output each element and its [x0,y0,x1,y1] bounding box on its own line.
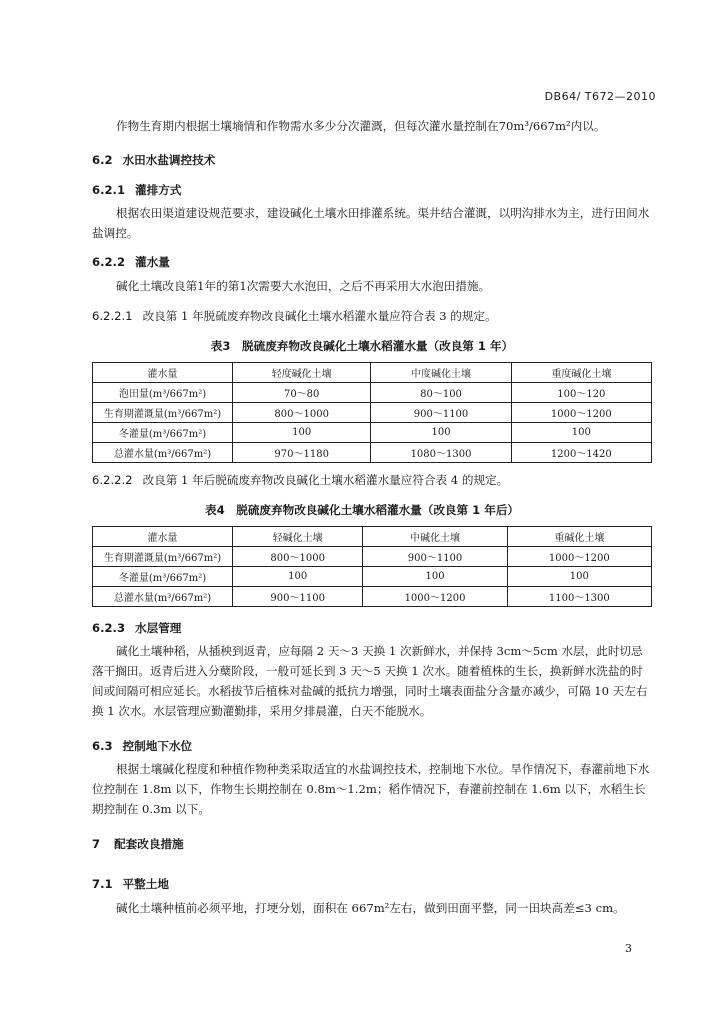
table-cell: 1000～1200 [507,547,651,567]
table-cell: 800～1000 [233,403,371,423]
clause-text: 改良第 1 年脱硫废弃物改良碱化土壤水稻灌水量应符合表 3 的规定。 [142,309,497,323]
table-row [93,403,652,423]
section-title: 水层管理 [135,621,182,635]
clause-number: 6.2.2.1 [92,309,133,323]
standard-code: DB64/ T672—2010 [544,90,656,103]
table-cell: 1000～1200 [511,403,651,423]
table-cell: 900～1100 [371,403,511,423]
table4-caption: 表4 脱硫废弃物改良碱化土壤水稻灌水量（改良第 1 年后） [204,503,520,517]
section-number: 7 [92,837,101,851]
table-header-cell: 重度碱化土壤 [511,363,651,383]
section-number: 6.3 [92,739,113,753]
table-cell: 800～1000 [233,547,363,567]
clause-text: 改良第 1 年后脱硫废弃物改良碱化土壤水稻灌水量应符合表 4 的规定。 [142,473,509,487]
table-cell: 100～120 [511,383,651,403]
table-row [93,547,652,567]
table-header-row [93,363,652,383]
table4 [92,526,652,607]
section-title: 水田水盐调控技术 [122,153,216,167]
paragraph-6-2-2: 碱化土壤改良第1年的第1次需要大水泡田，之后不再采用大水泡田措施。 [116,279,491,293]
section-title: 灌排方式 [135,183,182,197]
table-header-cell: 重碱化土壤 [507,527,651,547]
table-header-cell: 中度碱化土壤 [371,363,511,383]
section-number: 6.2.2 [92,255,126,269]
clause-6-2-2-2 [92,470,652,490]
section-title: 控制地下水位 [122,739,193,753]
section-6-2-3-heading [92,620,181,636]
section-number: 6.2.1 [92,183,126,197]
table-cell: 100 [363,567,507,587]
table-row [93,587,652,607]
table-cell: 900～1100 [363,547,507,567]
section-number: 6.2 [92,153,113,167]
intro-paragraph: 作物生育期内根据土壤墒情和作物需水多少分次灌溉，但每次灌水量控制在70m³/667m²内以。 [116,119,606,133]
section-6-2-heading [92,152,215,168]
table-header-cell: 灌水量 [93,363,233,383]
table-cell: 80～100 [371,383,511,403]
clause-number: 6.2.2.2 [92,473,133,487]
table-cell: 总灌水量(m³/667m²) [93,443,233,463]
table-cell: 100 [507,567,651,587]
clause-6-2-2-1 [92,306,652,326]
table-row [93,383,652,403]
table-cell: 冬灌量(m³/667m²) [93,567,233,587]
table-header-cell: 中碱化土壤 [363,527,507,547]
table-cell: 970～1180 [233,443,371,463]
table-row [93,567,652,587]
table-row [93,423,652,443]
table-cell: 70～80 [233,383,371,403]
section-title: 平整土地 [122,877,169,891]
paragraph-6-3: 根据土壤碱化程度和种植作物种类采取适宜的水盐调控技术，控制地下水位。旱作情况下，春灌前地下水位控制在 1.8m 以下，作物生长期控制在 0.8m～1.2m；稻作情况下，春灌前控制在 1.6m 以下，水稻生长期控制在 0.3m 以下。 [92,762,650,816]
table-cell: 100 [511,423,651,443]
table-cell: 冬灌量(m³/667m²) [93,423,233,443]
page-number: 3 [625,942,632,955]
paragraph-6-2-1: 根据农田渠道建设规范要求，建设碱化土壤水田排灌系统。渠井结合灌溉，以明沟排水为主，进行田间水盐调控。 [92,206,650,240]
section-number: 6.2.3 [92,621,126,635]
table-cell: 100 [233,567,363,587]
section-title: 配套改良措施 [114,837,184,851]
paragraph-6-2-3: 碱化土壤种稻，从插秧到返青，应每隔 2 天～3 天换 1 次新鲜水，并保持 3cm～5cm 水层，此时切忌落干搁田。返青后进入分蘖阶段，一般可延长到 3 天～5 天换 1 次水。随着植株的生长，换新鲜水洗盐的时间或间隔可相应延长。水稻拔节后植株对盐碱的抵抗力增强，同时土壤表面盐分含量亦减少，可隔 10 天左右换 1 次水。水层管理应勤灌勤排，采用夕排晨灌，白天不能脱水。 [92,644,648,718]
table-header-cell: 灌水量 [93,527,233,547]
table-header-row [93,527,652,547]
paragraph-7-1: 碱化土壤种植前必须平地，打埂分划，面积在 667m²左右，做到田面平整，同一田块高差≤3 cm。 [116,901,625,915]
table3 [92,362,652,463]
table-header-cell: 轻度碱化土壤 [233,363,371,383]
section-6-2-2-heading [92,254,170,270]
table-cell: 1000～1200 [363,587,507,607]
section-6-3-heading [92,738,192,754]
table-cell: 生育期灌溉量(m³/667m²) [93,547,233,567]
table-cell: 1100～1300 [507,587,651,607]
table-cell: 生育期灌溉量(m³/667m²) [93,403,233,423]
table-cell: 900～1100 [233,587,363,607]
section-7-heading [92,836,184,852]
section-7-1-heading [92,876,169,892]
table-cell: 1080～1300 [371,443,511,463]
table3-caption: 表3 脱硫废弃物改良碱化土壤水稻灌水量（改良第 1 年） [210,339,514,353]
table-row [93,443,652,463]
section-number: 7.1 [92,877,113,891]
table-cell: 100 [371,423,511,443]
table-cell: 100 [233,423,371,443]
table-header-cell: 轻碱化土壤 [233,527,363,547]
table-cell: 1200～1420 [511,443,651,463]
table-cell: 泡田量(m³/667m²) [93,383,233,403]
section-6-2-1-heading [92,182,181,198]
table-cell: 总灌水量(m³/667m²) [93,587,233,607]
section-title: 灌水量 [135,255,170,269]
